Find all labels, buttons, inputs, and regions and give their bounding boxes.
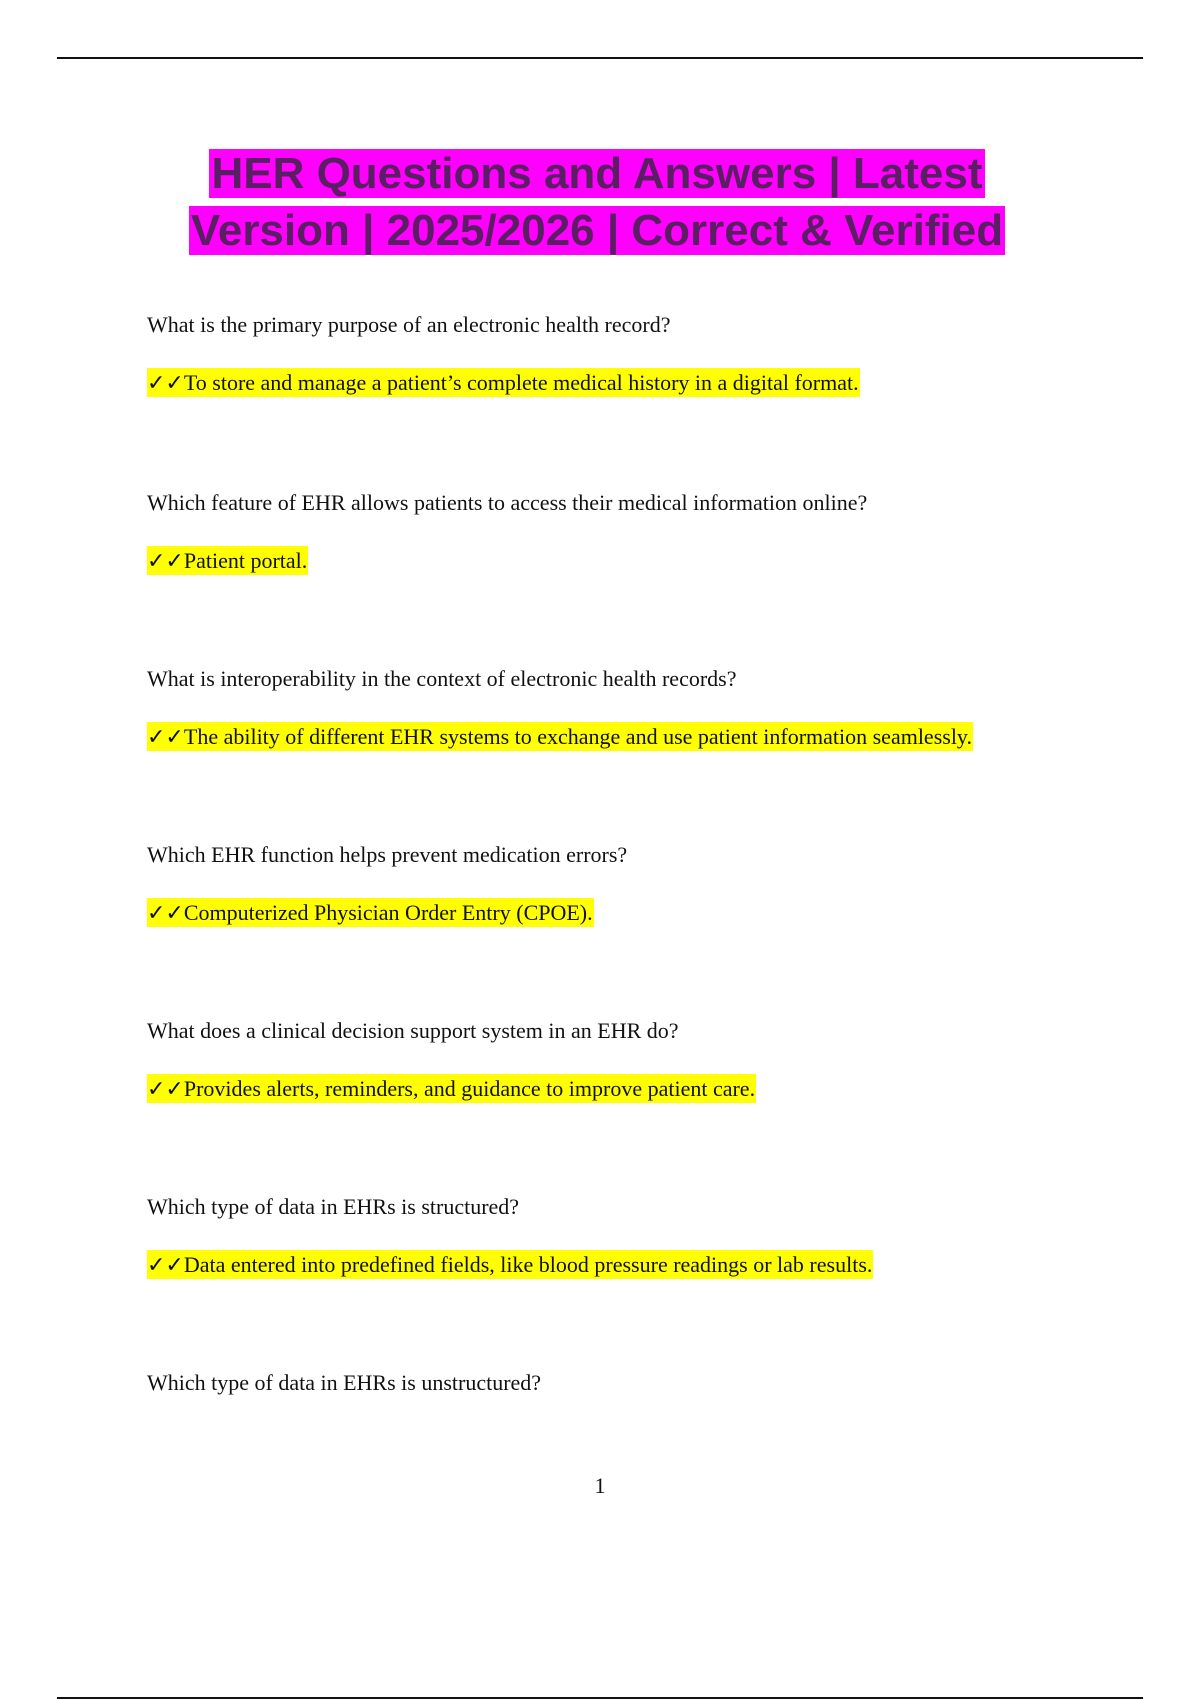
check-icon: ✓✓ — [147, 901, 184, 926]
question-4: Which EHR function helps prevent medication errors? — [147, 842, 628, 867]
check-icon: ✓✓ — [147, 1253, 184, 1278]
qa-item-2 — [147, 489, 1147, 576]
top-rule — [57, 57, 1143, 59]
title-text: HER Questions and Answers | Latest Version | 2025/2026 | Correct & Verified — [190, 149, 1004, 255]
qa-item-1 — [147, 311, 1147, 398]
answer-5 — [147, 1075, 1147, 1104]
qa-item-7 — [147, 1369, 1147, 1397]
answer-3 — [147, 723, 1147, 752]
page-number: 1 — [594, 1473, 606, 1498]
question-6: Which type of data in EHRs is structured? — [147, 1194, 520, 1219]
question-3: What is interoperability in the context of electronic health records? — [147, 666, 737, 691]
answer-4 — [147, 899, 1147, 928]
check-icon: ✓✓ — [147, 725, 184, 750]
question-7: Which type of data in EHRs is unstructured? — [147, 1370, 542, 1395]
question-5: What does a clinical decision support system in an EHR do? — [147, 1018, 679, 1043]
bottom-rule — [57, 1697, 1143, 1699]
answer-2 — [147, 547, 1147, 576]
qa-item-6 — [147, 1193, 1147, 1280]
answer-1 — [147, 369, 1147, 398]
question-2: Which feature of EHR allows patients to access their medical information online? — [147, 490, 868, 515]
answer-2-text: Patient portal. — [183, 548, 308, 573]
answer-5-text: Provides alerts, reminders, and guidance to improve patient care. — [183, 1076, 756, 1101]
check-icon: ✓✓ — [147, 371, 184, 396]
check-icon: ✓✓ — [147, 1077, 184, 1102]
answer-3-text: The ability of different EHR systems to exchange and use patient information seamlessly. — [183, 724, 973, 749]
document-title — [147, 145, 1047, 259]
question-1: What is the primary purpose of an electronic health record? — [147, 312, 671, 337]
answer-1-text: To store and manage a patient’s complete medical history in a digital format. — [183, 370, 859, 395]
qa-item-4 — [147, 841, 1147, 928]
answer-4-text: Computerized Physician Order Entry (CPOE). — [183, 900, 593, 925]
qa-item-5 — [147, 1017, 1147, 1104]
check-icon: ✓✓ — [147, 549, 184, 574]
answer-6-text: Data entered into predefined fields, like blood pressure readings or lab results. — [183, 1252, 873, 1277]
answer-6 — [147, 1251, 1147, 1280]
qa-item-3 — [147, 665, 1147, 752]
